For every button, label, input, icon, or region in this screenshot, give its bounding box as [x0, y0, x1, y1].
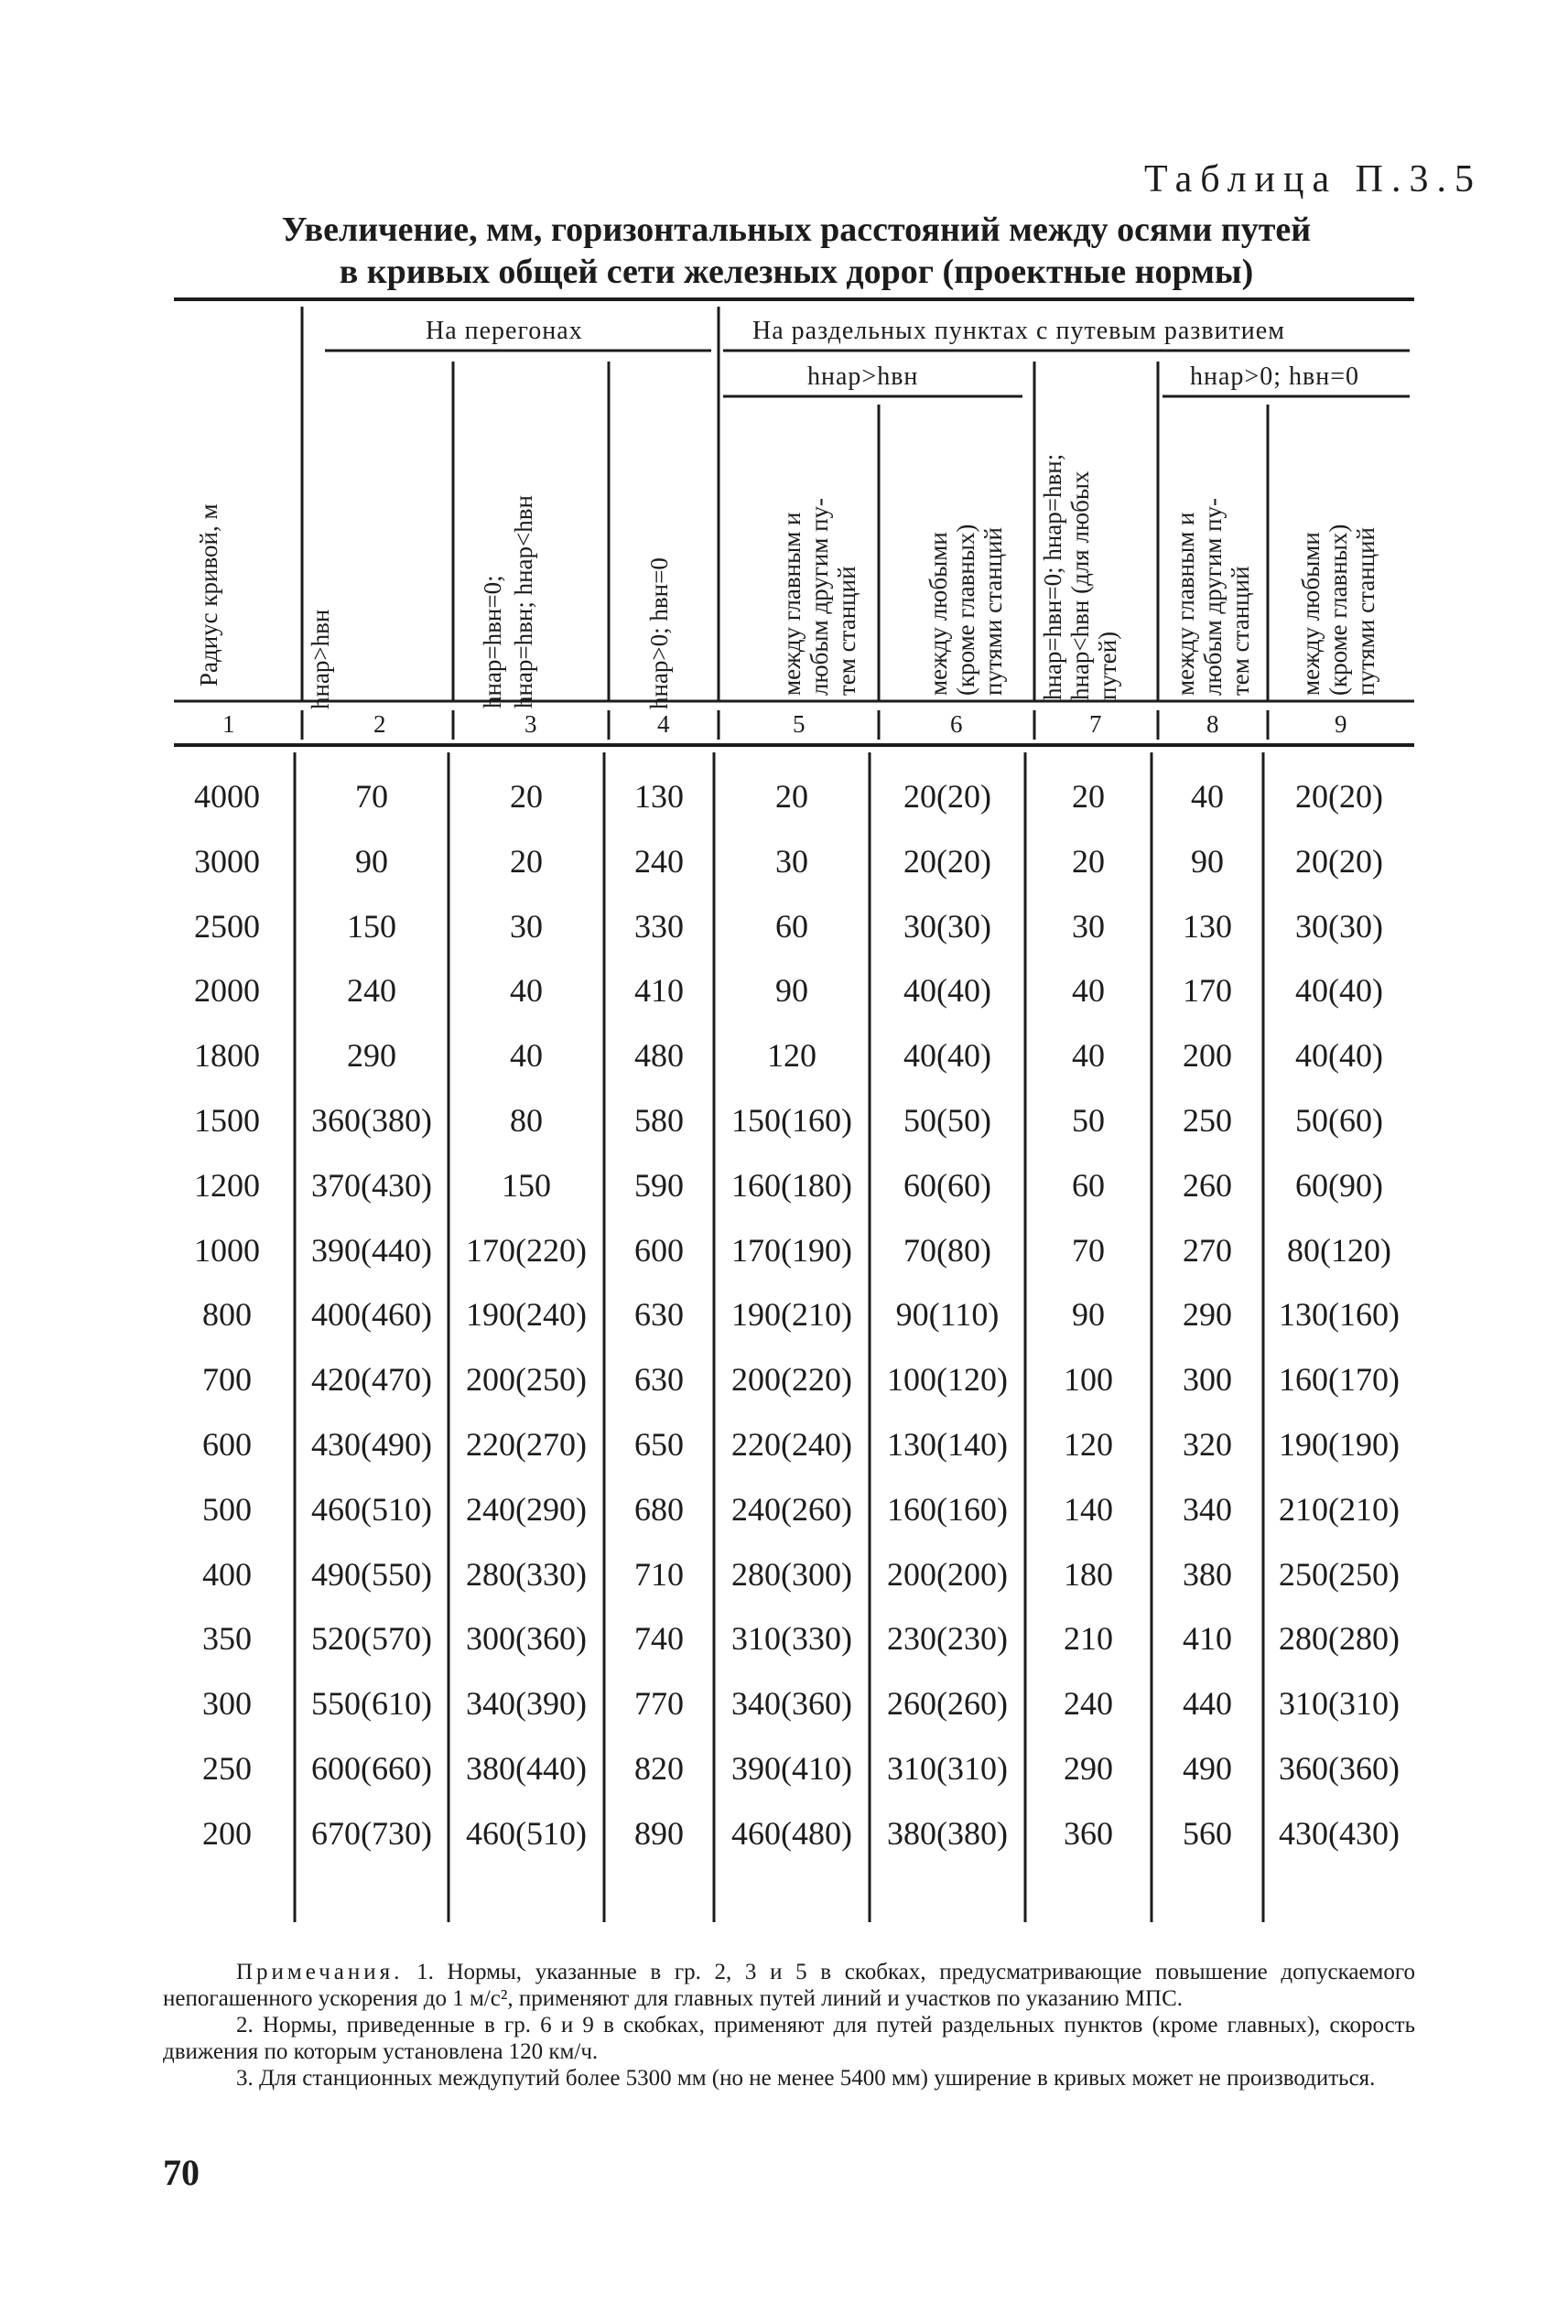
table-cell: 260 — [1183, 1166, 1232, 1204]
table-cell: 820 — [634, 1750, 684, 1787]
table-cell: 120 — [1064, 1426, 1113, 1463]
header-col-2: hнар>hвн — [307, 609, 334, 709]
header-col-3-line-2: hнар=hвн; hнар<hвн — [510, 495, 537, 708]
table-cell: 200(200) — [887, 1555, 1008, 1593]
header-col-7-line-2: hнар<hвн (для любых — [1066, 470, 1094, 700]
table-cell: 220(240) — [731, 1426, 852, 1463]
header-group-peregon: На перегонах — [426, 317, 583, 345]
table-cell: 430(430) — [1279, 1814, 1400, 1852]
column-number: 3 — [524, 710, 537, 738]
table-cell: 460(480) — [731, 1814, 852, 1852]
table-cell: 680 — [634, 1490, 684, 1528]
table-cell: 50 — [1072, 1102, 1105, 1139]
table-cell: 260(260) — [887, 1685, 1008, 1723]
header-col-7-line-3: путей) — [1094, 631, 1121, 700]
table-cell: 600 — [202, 1426, 252, 1463]
table-cell: 380(440) — [466, 1750, 587, 1787]
table-cell: 20(20) — [903, 778, 991, 815]
table-cell: 1500 — [194, 1102, 260, 1139]
table-cell: 170(220) — [466, 1231, 587, 1269]
table-cell: 40 — [1072, 972, 1105, 1010]
table-cell: 490 — [1183, 1750, 1232, 1787]
table-cell: 150 — [347, 907, 396, 945]
column-number: 8 — [1206, 710, 1219, 738]
table-cell: 130 — [634, 778, 684, 815]
table-cell: 40(40) — [1295, 972, 1383, 1010]
table-cell: 190(190) — [1279, 1426, 1400, 1463]
table-cell: 340 — [1183, 1490, 1232, 1528]
table-cell: 100 — [1064, 1361, 1113, 1399]
header-col-9-line-3: путями станций — [1352, 527, 1379, 696]
table-cell: 30(30) — [1295, 907, 1383, 945]
table-cell: 80 — [510, 1102, 543, 1139]
header-col-6-line-1: между любыми — [925, 532, 952, 696]
page-number: 70 — [163, 2152, 200, 2193]
table-cell: 200(220) — [731, 1361, 852, 1399]
table-cell: 400(460) — [311, 1296, 432, 1334]
header-col-5 — [778, 421, 860, 696]
table-cell: 60 — [775, 907, 808, 945]
table-cell: 320 — [1183, 1426, 1232, 1463]
table-label: Таблица П.3.5 — [1144, 158, 1482, 200]
table-cell: 280(330) — [466, 1555, 587, 1593]
table-cell: 170(190) — [731, 1231, 852, 1269]
table-cell: 200(250) — [466, 1361, 587, 1399]
header-col-5-line-3: тем станций — [833, 566, 860, 696]
column-number: 4 — [657, 710, 670, 738]
table-cell: 20 — [1072, 778, 1105, 815]
table-cell: 240(290) — [466, 1490, 587, 1528]
table-cell: 360(380) — [311, 1102, 432, 1139]
table-cell: 480 — [634, 1037, 684, 1075]
header-col-9-line-2: (кроме главных) — [1325, 524, 1352, 696]
table-cell: 2500 — [194, 907, 260, 945]
table-cell: 770 — [634, 1685, 684, 1723]
table-cell: 740 — [634, 1620, 684, 1658]
table-cell: 310(310) — [1279, 1685, 1400, 1723]
table-cell: 380(380) — [887, 1814, 1008, 1852]
table-cell: 30(30) — [903, 907, 991, 945]
column-number: 5 — [793, 710, 806, 738]
table-cell: 220(270) — [466, 1426, 587, 1463]
table-cell: 410 — [634, 972, 684, 1010]
header-col-6-line-2: (кроме главных) — [952, 524, 979, 696]
header-sub-hnar-gt0: hнар>0; hвн=0 — [1190, 362, 1359, 391]
table-cell: 4000 — [194, 778, 260, 815]
table-cell: 710 — [634, 1555, 684, 1593]
table-cell: 270 — [1183, 1231, 1232, 1269]
table-cell: 700 — [202, 1361, 252, 1399]
table-cell: 560 — [1183, 1814, 1232, 1852]
table-cell: 800 — [202, 1296, 252, 1334]
table-cell: 90 — [1072, 1296, 1105, 1334]
table-cell: 30 — [1072, 907, 1105, 945]
table-cell: 240 — [634, 842, 684, 880]
table-cell: 380 — [1183, 1555, 1232, 1593]
table-cell: 130(140) — [887, 1426, 1008, 1463]
header-col-7 — [1039, 371, 1121, 700]
table-cell: 290 — [347, 1037, 396, 1075]
table-cell: 240(260) — [731, 1490, 852, 1528]
table-cell: 2000 — [194, 972, 260, 1010]
table-cell: 250 — [202, 1750, 252, 1787]
table-cell: 150(160) — [731, 1102, 852, 1139]
table-cell: 600 — [634, 1231, 684, 1269]
table-cell: 290 — [1183, 1296, 1232, 1334]
table-cell: 1800 — [194, 1037, 260, 1075]
table-cell: 40(40) — [903, 1037, 991, 1075]
header-radius: Радиус кривой, м — [195, 503, 222, 686]
table-cell: 520(570) — [311, 1620, 432, 1658]
column-number: 9 — [1335, 710, 1347, 738]
table-cell: 200 — [1183, 1037, 1232, 1075]
table-cell: 400 — [202, 1555, 252, 1593]
table-cell: 130(160) — [1279, 1296, 1400, 1334]
table-cell: 190(210) — [731, 1296, 852, 1334]
table-cell: 500 — [202, 1490, 252, 1528]
table-cell: 280(300) — [731, 1555, 852, 1593]
notes — [163, 1959, 1415, 2092]
table-cell: 630 — [634, 1296, 684, 1334]
table-cell: 600(660) — [311, 1750, 432, 1787]
note-1-text: 1. Нормы, указанные в гр. 2, 3 и 5 в скобках, предусматривающие повышение допускаемого непогашенного ускорения до 1 м/с², применяют для главных путей линий и участков по указанию МПС. — [163, 1960, 1415, 2011]
table-cell: 250(250) — [1279, 1555, 1400, 1593]
header-col-6-line-3: путями станций — [979, 527, 1007, 696]
header-col-9 — [1297, 421, 1379, 696]
table-cell: 580 — [634, 1102, 684, 1139]
table-cell: 160(180) — [731, 1166, 852, 1204]
table-cell: 240 — [1064, 1685, 1113, 1723]
table-cell: 360 — [1064, 1814, 1113, 1852]
table-cell: 350 — [202, 1620, 252, 1658]
table-cell: 390(410) — [731, 1750, 852, 1787]
table-cell: 60 — [1072, 1166, 1105, 1204]
table-cell: 30 — [775, 842, 808, 880]
table-cell: 1200 — [194, 1166, 260, 1204]
table-cell: 210 — [1064, 1620, 1113, 1658]
table-cell: 1000 — [194, 1231, 260, 1269]
table-cell: 300 — [1183, 1361, 1232, 1399]
table-cell: 460(510) — [466, 1814, 587, 1852]
table-cell: 140 — [1064, 1490, 1113, 1528]
table-cell: 20(20) — [1295, 778, 1383, 815]
column-number: 2 — [373, 710, 386, 738]
notes-label: Примечания. — [236, 1960, 404, 1984]
header-group-station: На раздельных пунктах с путевым развитием — [752, 317, 1285, 345]
table-cell: 430(490) — [311, 1426, 432, 1463]
header-col-3 — [477, 397, 539, 708]
table-cell: 30 — [510, 907, 543, 945]
table-cell: 40 — [1072, 1037, 1105, 1075]
table-cell: 20 — [775, 778, 808, 815]
table-cell: 70(80) — [903, 1231, 991, 1269]
title-line-1: Увеличение, мм, горизонтальных расстояний между осями путей — [281, 211, 1312, 249]
table-cell: 180 — [1064, 1555, 1113, 1593]
header-col-8-line-1: между главным и — [1172, 512, 1199, 696]
table-cell: 90 — [1191, 842, 1224, 880]
table-cell: 300(360) — [466, 1620, 587, 1658]
table-cell: 90 — [775, 972, 808, 1010]
column-number: 7 — [1089, 710, 1102, 738]
table-cell: 460(510) — [311, 1490, 432, 1528]
table-cell: 70 — [355, 778, 388, 815]
column-number: 6 — [950, 710, 963, 738]
header-col-3-line-1: hнар=hвн=0; — [479, 575, 506, 708]
header-col-5-line-1: между главным и — [778, 512, 806, 696]
note-3: 3. Для станционных междупутий более 5300 мм (но не менее 5400 мм) уширение в кривых может не производиться. — [236, 2066, 1376, 2091]
table-cell: 100(120) — [887, 1361, 1008, 1399]
table-cell: 150 — [502, 1166, 551, 1204]
table-cell: 440 — [1183, 1685, 1232, 1723]
table-cell: 590 — [634, 1166, 684, 1204]
table-cell: 200 — [202, 1814, 252, 1852]
table-cell: 310(330) — [731, 1620, 852, 1658]
table-cell: 20(20) — [903, 842, 991, 880]
table-cell: 60(90) — [1295, 1166, 1383, 1204]
table-cell: 130 — [1183, 907, 1232, 945]
table-cell: 550(610) — [311, 1685, 432, 1723]
table-cell: 340(390) — [466, 1685, 587, 1723]
table-cell: 390(440) — [311, 1231, 432, 1269]
table-cell: 410 — [1183, 1620, 1232, 1658]
note-1 — [163, 1959, 1415, 2012]
table-cell: 40 — [1191, 778, 1224, 815]
table-cell: 330 — [634, 907, 684, 945]
table-cell: 50(60) — [1295, 1102, 1383, 1139]
table-cell: 170 — [1183, 972, 1232, 1010]
table-cell: 40(40) — [903, 972, 991, 1010]
header-col-8-line-3: тем станций — [1227, 566, 1254, 696]
table-cell: 490(550) — [311, 1555, 432, 1593]
header-col-6 — [925, 421, 1007, 696]
title-line-2: в кривых общей сети железных дорог (проектные нормы) — [339, 253, 1254, 291]
table-cell: 90 — [355, 842, 388, 880]
table-cell: 250 — [1183, 1102, 1232, 1139]
table-cell: 40 — [510, 1037, 543, 1075]
table-cell: 670(730) — [311, 1814, 432, 1852]
table-cell: 310(310) — [887, 1750, 1008, 1787]
header-col-5-line-2: любым другим пу- — [806, 497, 833, 696]
header-sub-hnar-gt-hvn: hнар>hвн — [807, 362, 919, 391]
header-col-7-line-1: hнар=hвн=0; hнар=hвн; — [1039, 453, 1066, 700]
table-cell: 230(230) — [887, 1620, 1008, 1658]
table-cell: 280(280) — [1279, 1620, 1400, 1658]
table-cell: 890 — [634, 1814, 684, 1852]
table-cell: 420(470) — [311, 1361, 432, 1399]
table-cell: 300 — [202, 1685, 252, 1723]
table-cell: 3000 — [194, 842, 260, 880]
table-cell: 360(360) — [1279, 1750, 1400, 1787]
table-cell: 80(120) — [1287, 1231, 1391, 1269]
table-cell: 630 — [634, 1361, 684, 1399]
table-cell: 120 — [767, 1037, 816, 1075]
table-cell: 240 — [347, 972, 396, 1010]
header-col-4: hнар>0; hвн=0 — [645, 557, 673, 709]
table-cell: 290 — [1064, 1750, 1113, 1787]
column-number: 1 — [222, 710, 235, 738]
table-cell: 90(110) — [895, 1296, 1000, 1334]
table-cell: 20(20) — [1295, 842, 1383, 880]
table-cell: 20 — [510, 778, 543, 815]
header-col-8-line-2: любым другим пу- — [1199, 497, 1227, 696]
table-cell: 370(430) — [311, 1166, 432, 1204]
table-cell: 340(360) — [731, 1685, 852, 1723]
table-cell: 160(160) — [887, 1490, 1008, 1528]
table-cell: 40(40) — [1295, 1037, 1383, 1075]
table-cell: 20 — [510, 842, 543, 880]
table-cell: 60(60) — [903, 1166, 991, 1204]
table-cell: 160(170) — [1279, 1361, 1400, 1399]
table-cell: 190(240) — [466, 1296, 587, 1334]
table-cell: 50(50) — [903, 1102, 991, 1139]
header-col-9-line-1: между любыми — [1297, 532, 1325, 696]
table-cell: 40 — [510, 972, 543, 1010]
table-cell: 650 — [634, 1426, 684, 1463]
table-cell: 20 — [1072, 842, 1105, 880]
table-cell: 70 — [1072, 1231, 1105, 1269]
table-cell: 210(210) — [1279, 1490, 1400, 1528]
header-col-8 — [1172, 421, 1254, 696]
note-2: 2. Нормы, приведенные в гр. 6 и 9 в скобках, применяют для путей раздельных пунктов (кроме главных), скорость движения по которым установлена 120 км/ч. — [163, 2013, 1415, 2064]
